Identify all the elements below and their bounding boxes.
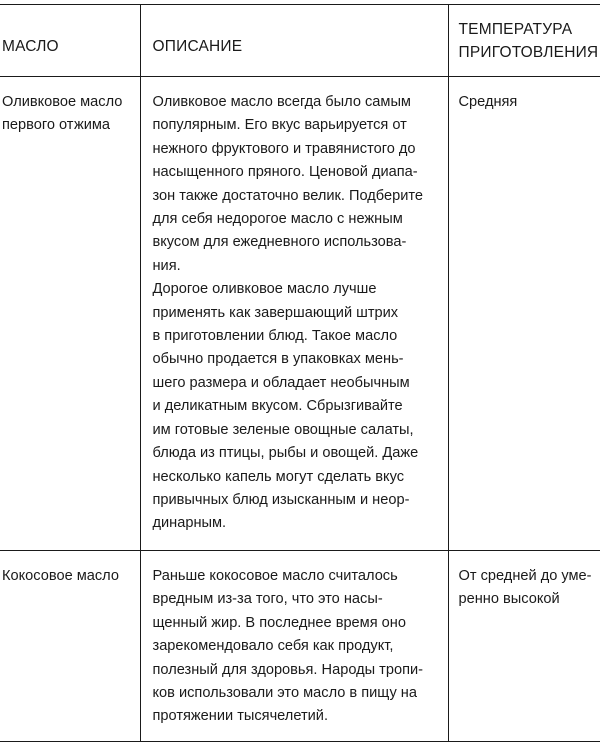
oil-description-cell — [140, 77, 448, 551]
header-temperature-line: ПРИГОТОВЛЕНИЯ — [458, 44, 599, 61]
description-line: привычных блюд изысканным и неор- — [152, 491, 410, 508]
description-line: полезный для здоровья. Народы тропи- — [152, 661, 424, 678]
description-line: зон также достаточно велик. Подберите — [152, 187, 424, 204]
oils-table — [0, 4, 600, 742]
description-line: Дорогое оливковое масло лучше — [152, 281, 377, 298]
description-line: шего размера и обладает необычным — [152, 374, 410, 391]
description-line: ков использовали это масло в пищу на — [152, 685, 417, 702]
description-line: для себя недорогое масло с нежным — [152, 211, 403, 228]
description-line: щенный жир. В последнее время оно — [152, 614, 406, 631]
oil-name-line: первого отжима — [2, 117, 111, 134]
description-line: и деликатным вкусом. Сбрызгивайте — [152, 398, 403, 415]
description-line: вкусом для ежедневного использова- — [152, 234, 407, 251]
description-line: несколько капель могут сделать вкус — [152, 468, 405, 485]
description-line: насыщенного пряного. Ценовой диапа- — [152, 164, 418, 181]
oil-temperature-cell — [448, 551, 600, 742]
oil-temperature-cell — [448, 77, 600, 551]
oil-name-line: Оливковое масло — [2, 94, 123, 110]
description-line: блюда из птицы, рыбы и овощей. Даже — [152, 445, 419, 462]
description-line: нежного фруктового и травянистого до — [152, 140, 416, 157]
oil-name-cell — [0, 551, 140, 742]
description-line: Оливковое масло всегда было самым — [152, 94, 411, 110]
header-description — [140, 5, 448, 77]
header-oil-label: МАСЛО — [2, 38, 59, 55]
header-temperature-line: ТЕМПЕРАТУРА — [458, 21, 573, 38]
description-line: применять как завершающий штрих — [152, 304, 399, 321]
header-oil — [0, 5, 140, 77]
table-header-row — [0, 5, 600, 77]
description-line: популярным. Его вкус варьируется от — [152, 117, 407, 134]
header-description-label: ОПИСАНИЕ — [152, 38, 243, 55]
table-row — [0, 77, 600, 551]
oil-name-line: Кокосовое масло — [2, 568, 119, 584]
description-line: Раньше кокосовое масло считалось — [152, 568, 398, 584]
temperature-line: ренно высокой — [458, 591, 560, 608]
description-line: динарным. — [152, 515, 227, 532]
temperature-line: От средней до уме- — [458, 568, 592, 584]
description-line: ния. — [152, 257, 181, 274]
description-line: им готовые зеленые овощные салаты, — [152, 421, 414, 438]
description-line: в приготовлении блюд. Такое масло — [152, 328, 398, 345]
temperature-line: Средняя — [458, 94, 518, 110]
header-temperature — [448, 5, 600, 77]
description-line: обычно продается в упаковках мень- — [152, 351, 404, 368]
oil-description-cell — [140, 551, 448, 742]
oil-name-cell — [0, 77, 140, 551]
description-line: зарекомендовало себя как продукт, — [152, 638, 394, 655]
description-line: протяжении тысячелетий. — [152, 708, 328, 725]
description-line: вредным из-за того, что это насы- — [152, 591, 383, 608]
table-row — [0, 551, 600, 742]
